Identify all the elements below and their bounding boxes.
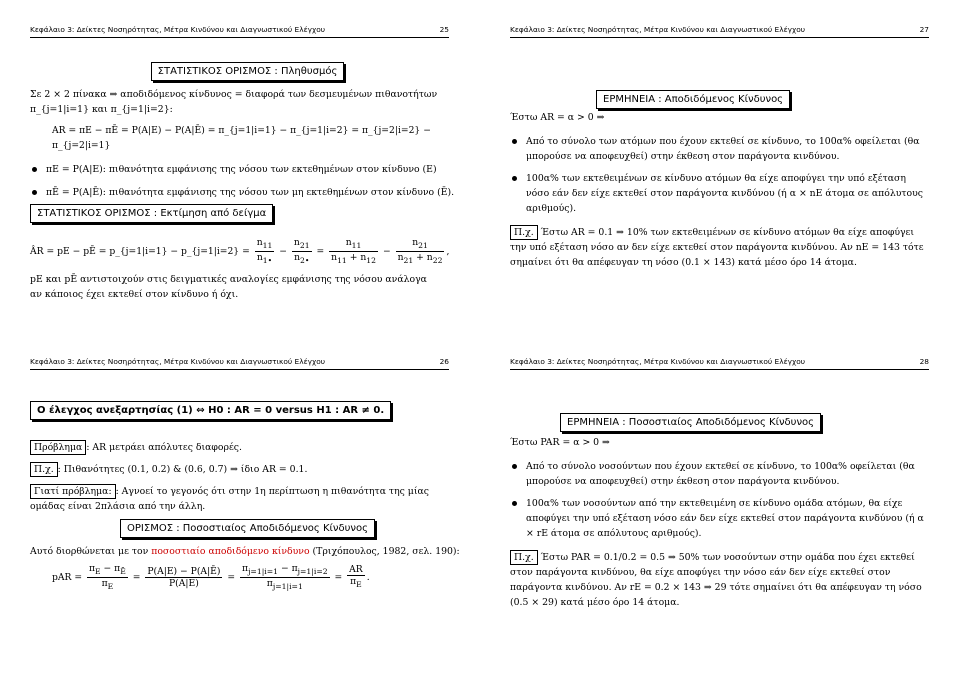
correction-highlight: ποσοστιαίο αποδιδόμενο κίνδυνο [151, 546, 310, 557]
bullet-text: Από το σύνολο νοσούντων που έχουν εκτεθεί σε κίνδυνο, το 100α% οφείλεται (θα μπορούσε να αποφευχθεί) στην έκθεση στον παράγοντα κινδύνου. [526, 461, 915, 487]
example-text: Έστω PAR = 0.1/0.2 = 0.5 ⇒ 50% των νοσούντων στην ομάδα που έχει εκτεθεί στον παράγοντα κινδύνου, θα είχε αποφύγει την νόσο εάν δεν είχε εκτεθεί στον παράγοντα κινδύνου. Αν rE = 0.2 × 143 ⇒ 29 τότε σημαίνει ότι θα απέφευγαν τη νόσο (0.5 × 29) κατά μέσο όρο 14 άτομα. [510, 552, 922, 608]
section-title: ΕΡΜΗΝΕΙΑ : Ποσοστιαίος Αποδιδόμενος Κίνδυνος [560, 413, 821, 432]
premise-text: Έστω AR = α > 0 ⇒ [510, 112, 605, 123]
intro-text-2: π_{j=1|i=1} και π_{j=1|i=2}: [30, 104, 173, 115]
page-header [510, 357, 929, 370]
bullet-text: πĒ = P(A|Ē): πιθανότητα εμφάνισης της νόσου των μη εκτεθημένων στον κίνδυνο (Ē). [46, 187, 455, 198]
why-text: : Αγνοεί το γεγονός ότι στην 1η περίπτωση η πιθανότητα της μίας ομάδας είναι 2πλάσια από την άλλη. [30, 486, 429, 512]
bullet-item [510, 496, 931, 541]
example-line [30, 462, 465, 477]
bullet-item [510, 134, 931, 164]
page-26 [0, 338, 479, 676]
bullet-item [510, 459, 931, 489]
bullet-item [30, 185, 465, 200]
example-block [510, 550, 931, 610]
page-28 [480, 338, 959, 676]
header-text: Κεφάλαιο 3: Δείκτες Νοσηρότητας, Μέτρα Κινδύνου και Διαγνωστικού Ελέγχου [30, 357, 326, 366]
section-title: ΣΤΑΤΙΣΤΙΚΟΣ ΟΡΙΣΜΟΣ : Πληθυσμός [151, 62, 345, 81]
bullet-text: πE = P(A|E): πιθανότητα εμφάνισης της νόσου των εκτεθημένων στον κίνδυνο (E) [46, 164, 437, 175]
correction-post: (Τριχόπουλος, 1982, σελ. 190): [309, 546, 460, 557]
page-25 [0, 0, 479, 338]
bullet-item [510, 171, 931, 216]
header-text: Κεφάλαιο 3: Δείκτες Νοσηρότητας, Μέτρα Κινδύνου και Διαγνωστικού Ελέγχου [30, 25, 326, 34]
page-header [30, 25, 449, 38]
page-header [30, 357, 449, 370]
example-text: : Πιθανότητες (0.1, 0.2) & (0.6, 0.7) ⇒ ίδιο AR = 0.1. [57, 464, 308, 475]
bullet-text: 100α% των εκτεθειμένων σε κίνδυνο ατόμων θα είχε αποφύγει την υπό εξέταση νόσο εάν δεν είχε εκτεθεί στον παράγοντα κινδύνου (ή α × nE άτομα σε απόλυτους αριθμούς). [526, 173, 923, 214]
example-text: Έστω AR = 0.1 ⇒ 10% των εκτεθειμένων σε κίνδυνο ατόμων θα είχε αποφύγει την υπό εξέταση νόσο αν δεν είχε εκτεθεί στον παράγοντα κινδύνου. Αν nE = 143 τότε σημαίνει ότι θα απέφευγαν τη νόσο (0.1 × 143) κατά μέσο όρο 14 άτομα. [510, 227, 924, 268]
problem-text: : AR μετράει απόλυτες διαφορές. [86, 442, 242, 453]
section-title: ΣΤΑΤΙΣΤΙΚΟΣ ΟΡΙΣΜΟΣ : Εκτίμηση από δείγμα [30, 204, 273, 223]
bottom-text-2: αν κάποιος έχει εκτεθεί στον κίνδυνο ή όχι. [30, 288, 239, 300]
estimate-lhs: ÂR = pE − pĒ = p_{j=1|i=1} − p_{j=1|i=2} = [30, 245, 250, 257]
example-label: Π.χ. [510, 225, 538, 240]
section-title: ΕΡΜΗΝΕΙΑ : Αποδιδόμενος Κίνδυνος [596, 90, 790, 109]
page-header [510, 25, 929, 38]
problem-label: Πρόβλημα [30, 440, 86, 455]
par-formula: pAR = $\frac{\pi_E - \pi_Ē}{\pi_E}$ = $\frac{P(A|E) - P(A|Ē)}{P(A|E)}$ = $\frac{\pi_{j=1|i=1} - \pi_{j=1|i=2}}{\pi_{j=1|i=1}}$ = $\frac{AR}{\pi_E}$ . [52, 563, 370, 591]
example-label: Π.χ. [30, 462, 58, 477]
estimate-formula: ÂR = pE − pĒ = p_{j=1|i=1} − p_{j=1|i=2} = $\frac{n_{11}}{n_{1•}}$ − $\frac{n_{21}}{n_{2•}}$ = $\frac{n_{11}}{n_{11} + n_{12}}$ − $\frac{n_{21}}{n_{21} + n_{22}}$ , [30, 237, 450, 265]
correction-pre: Αυτό διορθώνεται με τον [30, 546, 152, 557]
page-number: 28 [919, 357, 929, 366]
section-title: Ο έλεγχος ανεξαρτησίας (1) ⇔ H0 : AR = 0 versus H1 : AR ≠ 0. [30, 401, 391, 420]
header-text: Κεφάλαιο 3: Δείκτες Νοσηρότητας, Μέτρα Κινδύνου και Διαγνωστικού Ελέγχου [510, 25, 806, 34]
why-label: Γιατί πρόβλημα: [30, 484, 116, 499]
intro-text: Σε 2 × 2 πίνακα ⇒ αποδιδόμενος κίνδυνος = διαφορά των δεσμευμένων πιθανοτήτων [30, 89, 438, 100]
problem-line [30, 440, 465, 455]
premise-text: Έστω PAR = α > 0 ⇒ [510, 437, 610, 448]
par-lhs: pAR = [52, 571, 83, 583]
page-number: 27 [919, 25, 929, 34]
section-title: ΟΡΙΣΜΟΣ : Ποσοστιαίος Αποδιδόμενος Κίνδυνος [120, 519, 375, 538]
bullet-text: Από το σύνολο των ατόμων που έχουν εκτεθεί σε κίνδυνο, το 100α% οφείλεται (θα μπορούσε να αποφευχθεί) στην έκθεση στον παράγοντα κινδύνου. [526, 136, 920, 162]
example-block [510, 225, 931, 270]
page-number: 26 [439, 357, 449, 366]
correction-text [30, 544, 465, 559]
definition-formula: AR = πE − πĒ = P(A|E) − P(A|Ē) = π_{j=1|i=1} − π_{j=1|i=2} = π_{j=2|i=2} − π_{j=2|i=1} [52, 125, 431, 151]
bullet-text: 100α% των νοσούντων από την εκτεθειμένη σε κίνδυνο ομάδα ατόμων, θα είχε αποφύγει την υπό εξέταση νόσο εάν δεν είχε εκτεθεί στον παράγοντα κινδύνου (ή α × rE άτομα σε απόλυτους αριθμούς). [526, 498, 924, 539]
page-number: 25 [439, 25, 449, 34]
page-27 [480, 0, 959, 338]
bottom-text: pE και pĒ αντιστοιχούν στις δειγματικές αναλογίες εμφάνισης της νόσου ανάλογα [30, 273, 427, 285]
bullet-item [30, 162, 465, 177]
why-line [30, 484, 465, 514]
header-text: Κεφάλαιο 3: Δείκτες Νοσηρότητας, Μέτρα Κινδύνου και Διαγνωστικού Ελέγχου [510, 357, 806, 366]
example-label: Π.χ. [510, 550, 538, 565]
